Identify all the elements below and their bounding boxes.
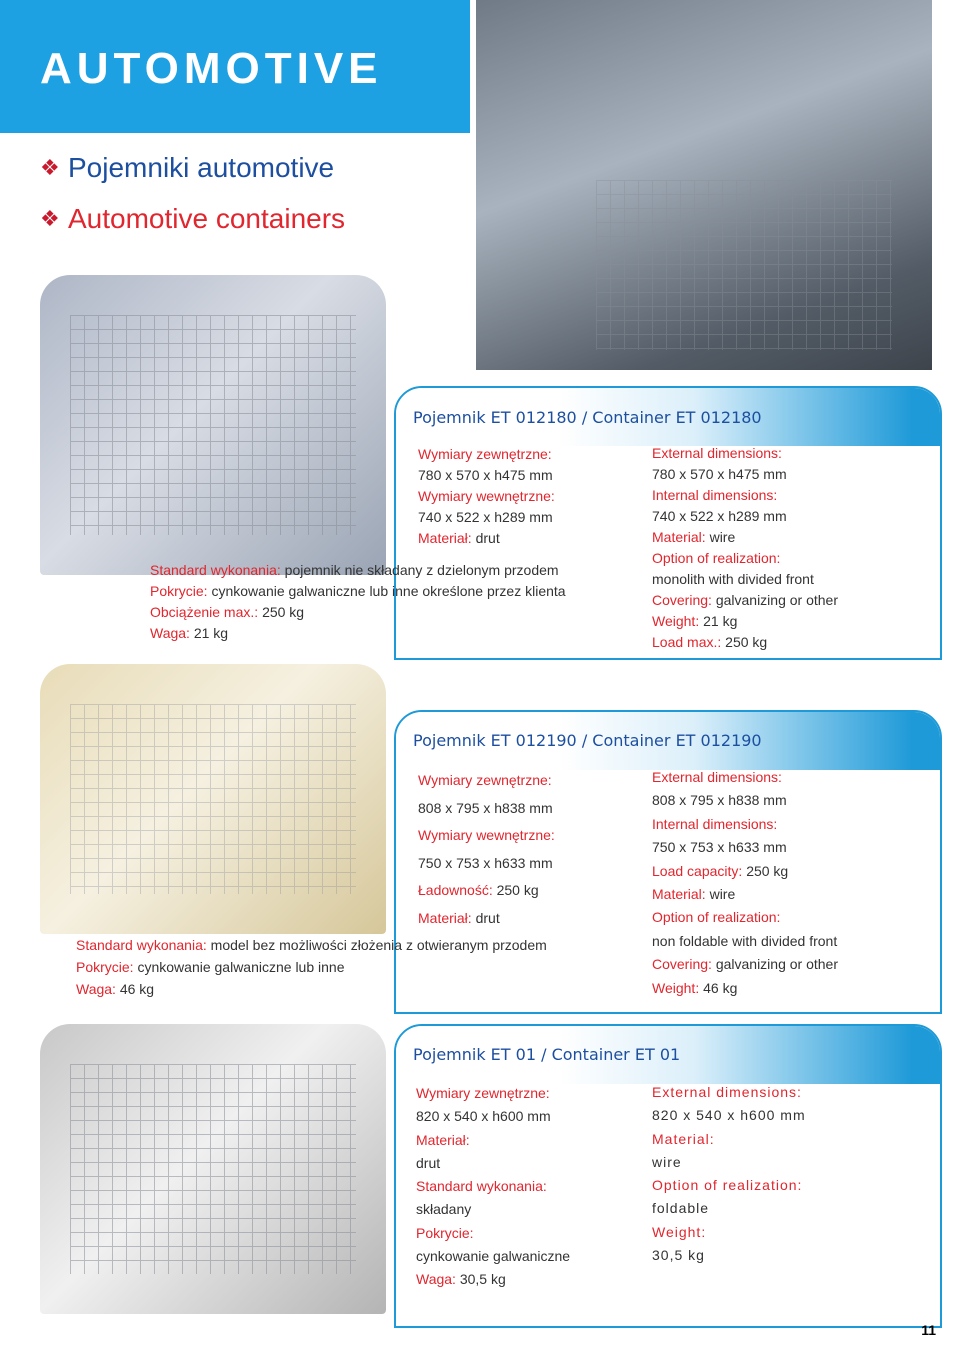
spec-label: Pokrycie: [150, 583, 208, 599]
spec-value: 21 kg [193, 625, 229, 641]
spec-value: model bez możliwości złożenia z otwieranym przodem [210, 937, 547, 953]
spec-value: drut [416, 1154, 441, 1171]
spec-value: pojemnik nie składany z dzielonym przodem [284, 562, 559, 578]
spec-label: Material: [652, 529, 706, 545]
spec-label: Internal dimensions: [652, 487, 778, 503]
spec-label: Wymiary wewnętrzne: [418, 488, 555, 504]
spec-value: 750 x 753 x h633 mm [418, 854, 553, 871]
spec-list-en [652, 443, 838, 653]
spec-value: wire [652, 1153, 682, 1170]
spec-list-pl [418, 767, 555, 932]
spec-value: 46 kg [703, 979, 738, 996]
spec-label: Wymiary zewnętrzne: [418, 446, 552, 462]
product-photo-et012190 [40, 664, 386, 934]
spec-label: Covering: [652, 592, 712, 608]
spec-list-pl [416, 1082, 570, 1292]
spec-value: 21 kg [703, 613, 738, 629]
spec-label: Option of realization: [652, 550, 781, 566]
spec-value: galvanizing or other [715, 956, 838, 973]
spec-value: cynkowanie galwaniczne [416, 1248, 571, 1265]
spec-label: Standard wykonania: [76, 937, 207, 953]
spec-value: 808 x 795 x h838 mm [418, 799, 553, 816]
spec-list-pl-bottom [76, 934, 547, 1000]
spec-value: wire [709, 529, 736, 545]
spec-label: Materiał: [418, 530, 472, 546]
spec-label: Waga: [416, 1271, 456, 1288]
spec-label: Weight: [652, 979, 700, 996]
spec-label: External dimensions: [652, 1084, 802, 1100]
spec-label: Option of realization: [652, 909, 781, 926]
spec-value: 250 kg [496, 882, 539, 898]
product-title: Pojemnik ET 01 / Container ET 01 [413, 1045, 681, 1064]
spec-label: Pokrycie: [76, 959, 134, 975]
spec-label: Standard wykonania: [416, 1178, 547, 1195]
spec-value: 740 x 522 x h289 mm [418, 509, 553, 525]
spec-value: składany [416, 1201, 472, 1218]
spec-value: cynkowanie galwaniczne lub inne [137, 959, 345, 975]
spec-list-pl-bottom [150, 560, 566, 644]
spec-value: 750 x 753 x h633 mm [652, 839, 787, 856]
spec-value: 808 x 795 x h838 mm [652, 792, 787, 809]
spec-value: 740 x 522 x h289 mm [652, 508, 787, 524]
spec-label: Covering: [652, 956, 712, 973]
spec-value: drut [475, 909, 500, 926]
product-photo-et01 [40, 1024, 386, 1314]
spec-value: 820 x 540 x h600 mm [652, 1107, 806, 1124]
page-number: 11 [921, 1322, 936, 1338]
spec-label: Materiał: [416, 1131, 470, 1148]
spec-value: 780 x 570 x h475 mm [652, 466, 787, 482]
product-title: Pojemnik ET 012180 / Container ET 012180 [413, 408, 762, 427]
product-title: Pojemnik ET 012190 / Container ET 012190 [413, 731, 762, 750]
spec-value: non foldable with divided front [652, 932, 838, 949]
heading-pl-text: Pojemniki automotive [68, 152, 335, 183]
product-photo-et012180 [40, 275, 386, 575]
spec-list-en [652, 1081, 806, 1267]
spec-label: Weight: [652, 613, 700, 629]
spec-label: Internal dimensions: [652, 815, 778, 832]
spec-value: 30,5 kg [459, 1271, 506, 1288]
spec-value: cynkowanie galwaniczne lub inne określone przez klienta [211, 583, 566, 599]
spec-label: Material: [652, 1130, 715, 1147]
spec-label: Wymiary zewnętrzne: [416, 1085, 550, 1101]
spec-label: Wymiary zewnętrzne: [418, 772, 552, 788]
spec-list-en [652, 766, 838, 1000]
heading-pl [40, 152, 334, 184]
spec-label: External dimensions: [652, 445, 782, 461]
page-title: AUTOMOTIVE [40, 44, 383, 93]
spec-list-pl [418, 444, 555, 549]
heading-en [40, 203, 345, 235]
spec-value: galvanizing or other [715, 592, 838, 608]
spec-label: Wymiary wewnętrzne: [418, 827, 555, 843]
diamond-bullet-icon: ❖ [40, 206, 60, 231]
factory-photo [476, 0, 932, 370]
spec-label: Material: [652, 886, 706, 903]
spec-label: Ładowność: [418, 882, 493, 898]
spec-label: Standard wykonania: [150, 562, 281, 578]
spec-value: 820 x 540 x h600 mm [416, 1108, 551, 1125]
spec-value: 30,5 kg [652, 1247, 705, 1264]
spec-label: Waga: [150, 625, 190, 641]
spec-value: 46 kg [119, 981, 155, 997]
spec-label: Load max.: [652, 634, 722, 650]
spec-label: Weight: [652, 1223, 707, 1240]
spec-value: monolith with divided front [652, 571, 814, 587]
spec-value: drut [475, 530, 500, 546]
spec-value: 250 kg [746, 862, 789, 879]
spec-value: wire [709, 886, 736, 903]
spec-label: Materiał: [418, 909, 472, 926]
spec-label: Option of realization: [652, 1177, 803, 1194]
spec-label: Waga: [76, 981, 116, 997]
spec-label: External dimensions: [652, 769, 782, 785]
spec-label: Obciążenie max.: [150, 604, 259, 620]
spec-value: foldable [652, 1200, 710, 1217]
spec-value: 250 kg [725, 634, 768, 650]
diamond-bullet-icon: ❖ [40, 155, 60, 180]
spec-value: 250 kg [262, 604, 305, 620]
spec-label: Pokrycie: [416, 1224, 474, 1241]
heading-en-text: Automotive containers [68, 203, 346, 234]
spec-value: 780 x 570 x h475 mm [418, 467, 553, 483]
spec-label: Load capacity: [652, 862, 743, 879]
